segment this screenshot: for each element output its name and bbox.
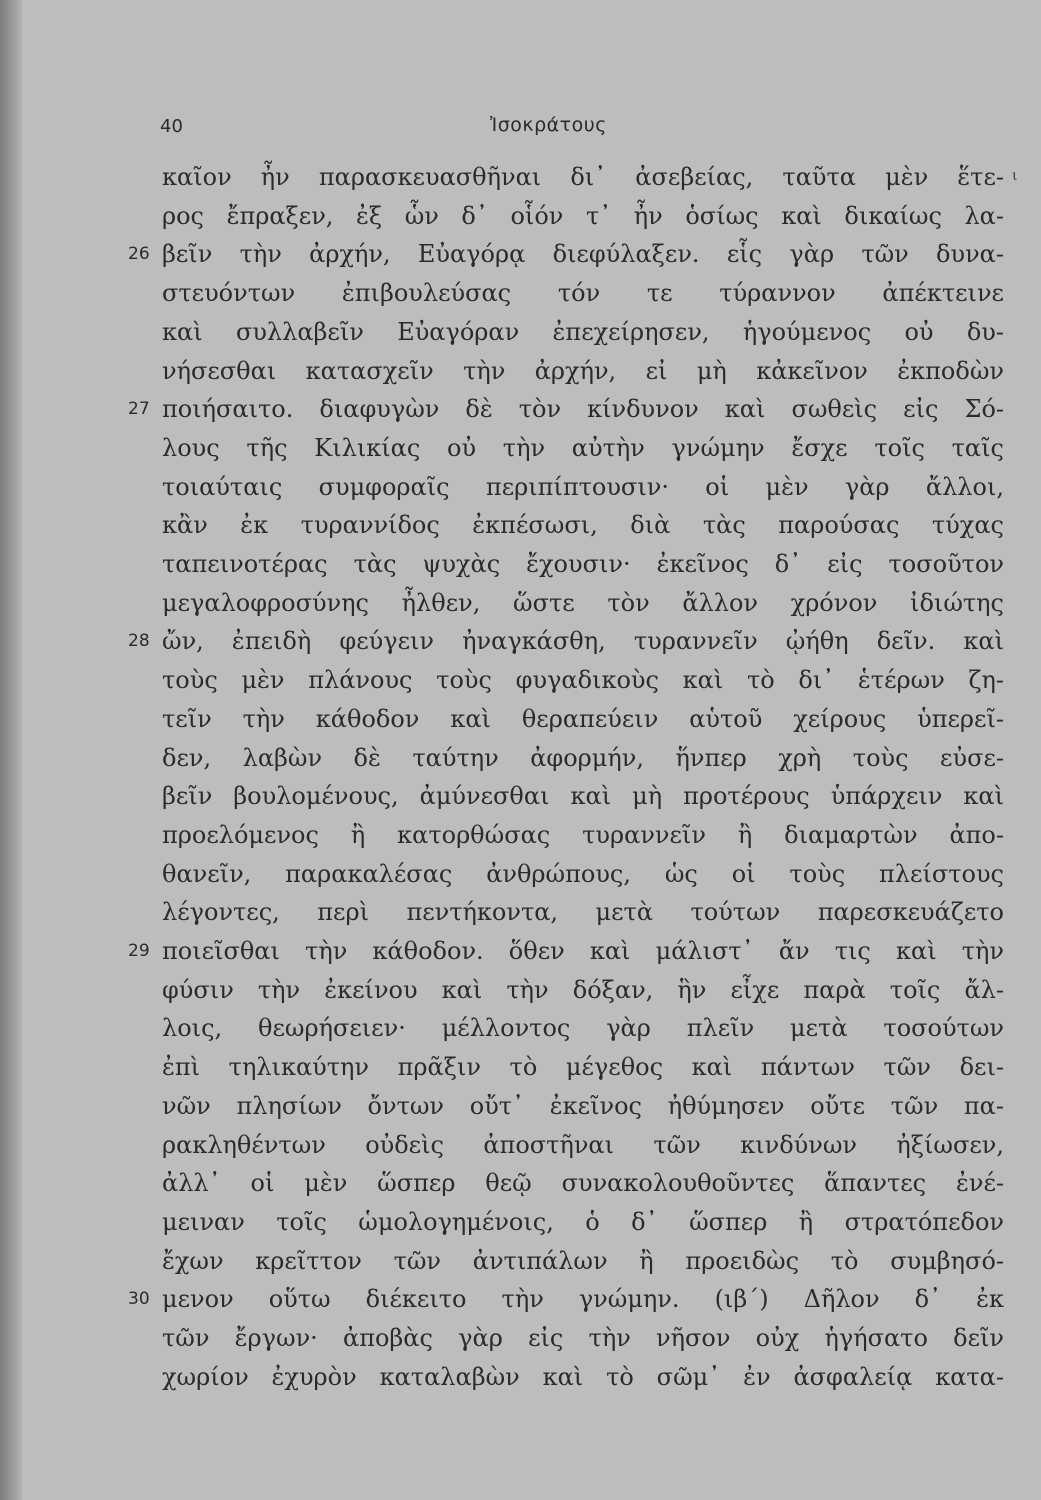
text-line: ἔχων κρεῖττον τῶν ἀντιπάλων ἢ προειδὼς τὸ συμβησό-	[162, 1246, 1004, 1275]
page-header	[0, 112, 1041, 152]
page-edge-shadow	[0, 0, 22, 1500]
text-line: ἀλλ᾽ οἱ μὲν ὥσπερ θεῷ συνακολουθοῦντες ἅπαντες ἐνέ-	[162, 1169, 1004, 1198]
text-line: κἂν ἐκ τυραννίδος ἐκπέσωσι, διὰ τὰς παρούσας τύχας	[162, 511, 1004, 540]
text-line: μειναν τοῖς ὡμολογημένοις, ὁ δ᾽ ὥσπερ ἢ στρατόπεδον	[162, 1207, 1004, 1236]
text-line: νήσεσθαι κατασχεῖν τὴν ἀρχήν, εἰ μὴ κἀκεῖνον ἐκποδὼν	[162, 356, 1004, 385]
text-line: δεν, λαβὼν δὲ ταύτην ἀφορμήν, ἥνπερ χρὴ τοὺς εὐσε-	[162, 743, 1004, 772]
text-line: λους τῆς Κιλικίας οὐ τὴν αὐτὴν γνώμην ἔσχε τοῖς ταῖς	[162, 433, 1004, 462]
text-line: λέγοντες, περὶ πεντήκοντα, μετὰ τούτων παρεσκευάζετο	[162, 898, 1004, 927]
section-number: 26	[128, 244, 150, 265]
section-number: 30	[128, 1289, 150, 1310]
section-number: 28	[128, 631, 150, 652]
text-line: ὤν, ἐπειδὴ φεύγειν ἠναγκάσθη, τυραννεῖν ᾠήθη δεῖν. καὶ	[162, 627, 1004, 656]
text-line: ρος ἔπραξεν, ἐξ ὧν δ᾽ οἷόν τ᾽ ἦν ὁσίως καὶ δικαίως λα-	[162, 201, 1004, 230]
text-line: ποιεῖσθαι τὴν κάθοδον. ὅθεν καὶ μάλιστ᾽ ἄν τις καὶ τὴν	[162, 937, 1004, 965]
text-line: ταπεινοτέρας τὰς ψυχὰς ἔχουσιν· ἐκεῖνος δ᾽ εἰς τοσοῦτον	[162, 550, 1004, 578]
text-line: ρακληθέντων οὐδεὶς ἀποστῆναι τῶν κινδύνων ἠξίωσεν,	[162, 1130, 1004, 1159]
text-line: φύσιν τὴν ἐκείνου καὶ τὴν δόξαν, ἣν εἶχε παρὰ τοῖς ἄλ-	[162, 975, 1004, 1004]
margin-mark: ι	[1012, 168, 1018, 184]
running-title: Ἰσοκράτους	[490, 114, 607, 136]
page-number: 40	[160, 116, 183, 137]
text-line: τοιαύταις συμφοραῖς περιπίπτουσιν· οἱ μὲν γὰρ ἄλλοι,	[162, 472, 1004, 501]
text-line: θανεῖν, παρακαλέσας ἀνθρώπους, ὡς οἱ τοὺς πλείστους	[162, 859, 1004, 888]
text-line: καῖον ἦν παρασκευασθῆναι δι᾽ ἀσεβείας, ταῦτα μὲν ἕτε-	[162, 163, 1004, 191]
text-line: στευόντων ἐπιβουλεύσας τόν τε τύραννον ἀπέκτεινε	[162, 279, 1004, 308]
text-line: ποιήσαιτο. διαφυγὼν δὲ τὸν κίνδυνον καὶ σωθεὶς εἰς Σό-	[162, 395, 1004, 424]
text-line: βεῖν βουλομένους, ἀμύνεσθαι καὶ μὴ προτέρους ὑπάρχειν καὶ	[162, 782, 1004, 811]
text-line: χωρίον ἐχυρὸν καταλαβὼν καὶ τὸ σῶμ᾽ ἐν ἀσφαλείᾳ κατα-	[162, 1362, 1004, 1391]
section-number: 29	[128, 941, 150, 961]
text-line: προελόμενος ἢ κατορθώσας τυραννεῖν ἢ διαμαρτὼν ἀπο-	[162, 820, 1004, 849]
section-number: 27	[128, 399, 150, 420]
text-line: ἐπὶ τηλικαύτην πρᾶξιν τὸ μέγεθος καὶ πάντων τῶν δει-	[162, 1053, 1004, 1082]
text-line: μεγαλοφροσύνης ἦλθεν, ὥστε τὸν ἄλλον χρόνον ἰδιώτης	[162, 588, 1004, 617]
text-line: τῶν ἔργων· ἀποβὰς γὰρ εἰς τὴν νῆσον οὐχ ἡγήσατο δεῖν	[162, 1324, 1004, 1352]
text-line: νῶν πλησίων ὄντων οὔτ᾽ ἐκεῖνος ἠθύμησεν οὔτε τῶν πα-	[162, 1091, 1004, 1120]
text-line: λοις, θεωρήσειεν· μέλλοντος γὰρ πλεῖν μετὰ τοσούτων	[162, 1014, 1004, 1043]
text-line: βεῖν τὴν ἀρχήν, Εὐαγόρᾳ διεφύλαξεν. εἷς γὰρ τῶν δυνα-	[162, 240, 1004, 269]
text-line: καὶ συλλαβεῖν Εὐαγόραν ἐπεχείρησεν, ἡγούμενος οὐ δυ-	[162, 317, 1004, 346]
text-line: τοὺς μὲν πλάνους τοὺς φυγαδικοὺς καὶ τὸ δι᾽ ἑτέρων ζη-	[162, 666, 1004, 695]
text-line: τεῖν τὴν κάθοδον καὶ θεραπεύειν αὑτοῦ χείρους ὑπερεῖ-	[162, 704, 1004, 733]
text-line: μενον οὕτω διέκειτο τὴν γνώμην. (ιβ´) Δῆλον δ᾽ ἐκ	[162, 1285, 1004, 1314]
